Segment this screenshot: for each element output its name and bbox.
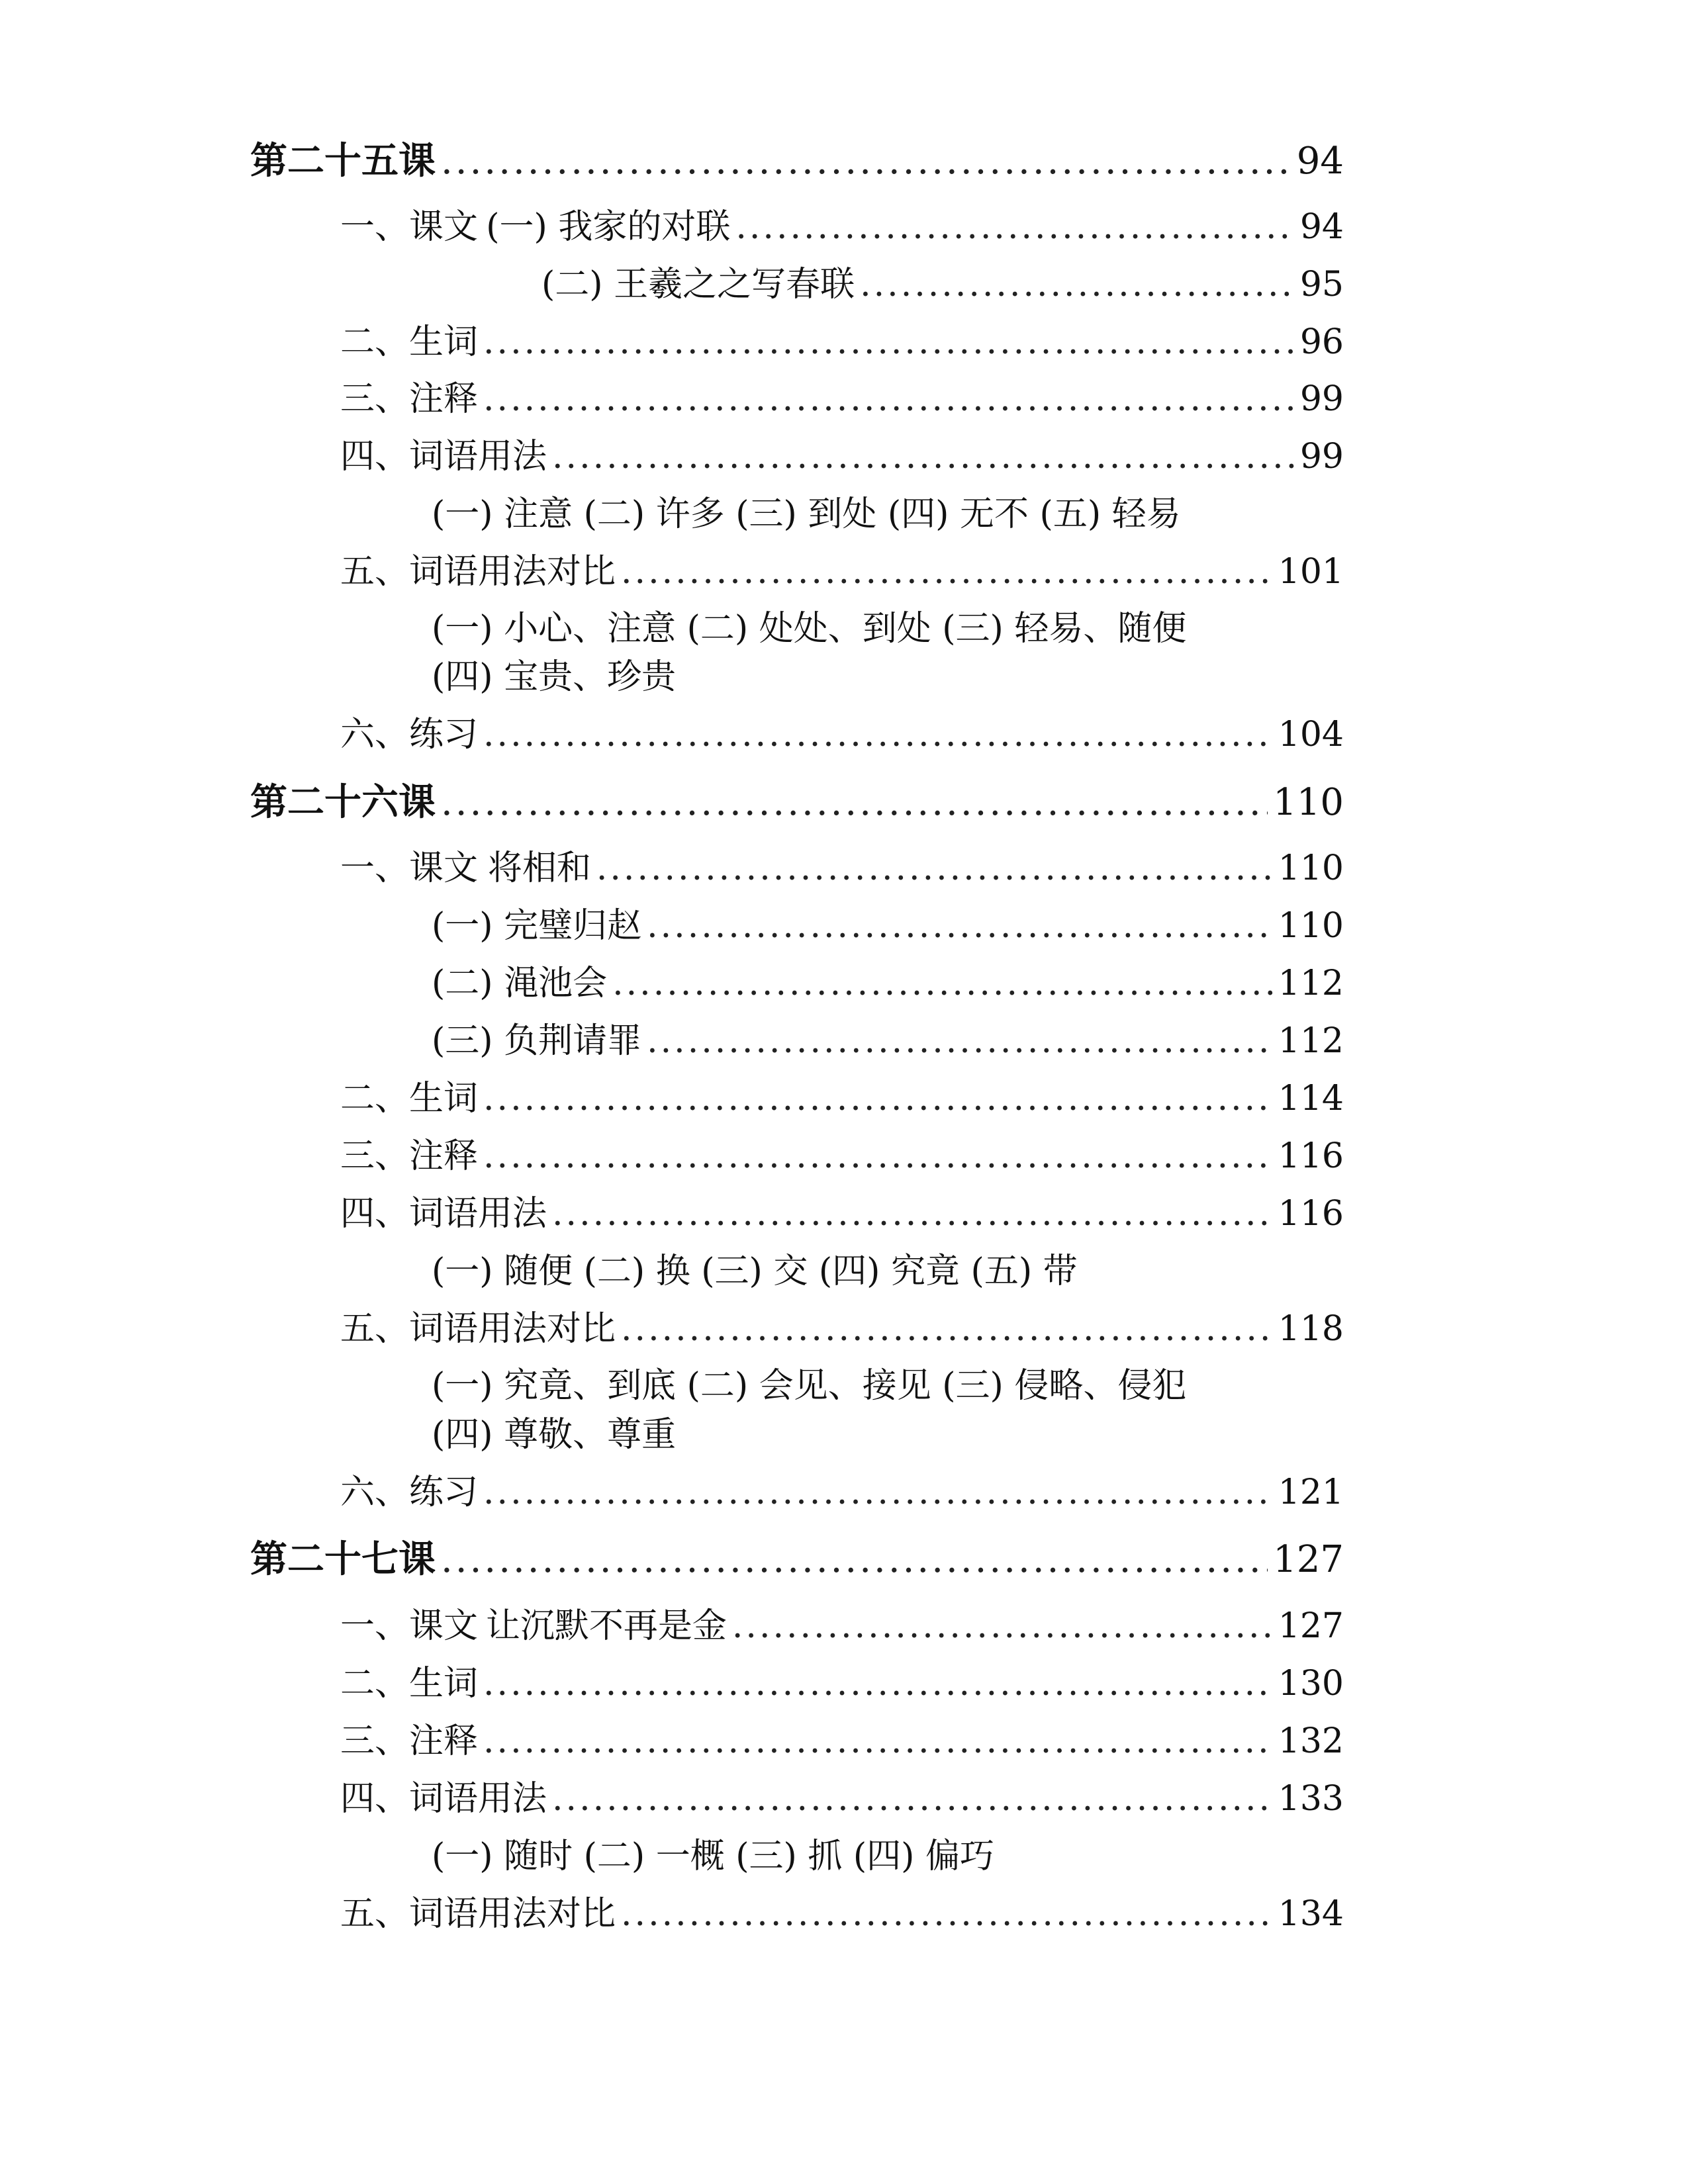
page-number: 104: [1278, 715, 1344, 754]
lesson-title: 第二十七课: [250, 1537, 436, 1581]
entry-subtitle: 让沉默不再是金: [485, 1606, 727, 1646]
leader-dots: [596, 848, 1273, 888]
entry-subtitle: (二) 渑池会: [432, 964, 608, 1003]
leader-dots: [552, 1779, 1273, 1819]
leader-dots: [441, 783, 1268, 823]
entry-label: 二、生词: [340, 1664, 479, 1704]
entry-subtitle: 将相和: [487, 848, 591, 888]
page-number: 99: [1299, 437, 1344, 477]
page-number: 133: [1278, 1779, 1344, 1819]
usage-items: (一) 随时 (二) 一概 (三) 抓 (四) 偏巧: [432, 1837, 995, 1876]
page-number: 110: [1278, 906, 1344, 946]
page-number: 132: [1278, 1721, 1344, 1761]
toc-entry-usage[interactable]: [340, 1194, 1344, 1234]
compare-items-line2: (四) 尊敬、尊重: [432, 1415, 677, 1455]
lesson-title: 第二十五课: [250, 139, 436, 183]
toc-entry-text-3[interactable]: [432, 1021, 1344, 1061]
toc-entry-text-1[interactable]: [340, 207, 1344, 247]
toc-lesson-27[interactable]: [250, 1539, 1344, 1580]
toc-entry-exercise[interactable]: [340, 1473, 1344, 1512]
page-number: 95: [1299, 265, 1344, 304]
toc-entry-vocab[interactable]: [340, 1079, 1344, 1118]
compare-items-line2: (四) 宝贵、珍贵: [432, 657, 677, 697]
toc-entry-notes[interactable]: [340, 1721, 1344, 1761]
entry-label: 三、注释: [340, 1136, 479, 1176]
page-number: 101: [1278, 552, 1344, 592]
page-number: 99: [1299, 379, 1344, 419]
toc-entry-vocab[interactable]: [340, 1664, 1344, 1704]
entry-subtitle: (三) 负荆请罪: [432, 1021, 642, 1061]
compare-items-line1: (一) 小心、注意 (二) 处处、到处 (三) 轻易、随便: [432, 609, 1187, 649]
entry-subtitle: (一) 我家的对联: [486, 207, 731, 247]
entry-label: 二、生词: [340, 322, 479, 362]
toc-entry-text-2[interactable]: [541, 265, 1344, 304]
leader-dots: [735, 207, 1294, 247]
leader-dots: [483, 322, 1295, 362]
page-number: 110: [1273, 781, 1344, 824]
entry-label: 五、词语用法对比: [340, 1309, 616, 1349]
leader-dots: [621, 1309, 1273, 1349]
entry-label: 五、词语用法对比: [340, 552, 616, 592]
leader-dots: [483, 1473, 1273, 1512]
toc-entry-text-1[interactable]: [432, 906, 1344, 946]
leader-dots: [483, 379, 1295, 419]
leader-dots: [483, 1664, 1273, 1704]
leader-dots: [647, 906, 1273, 946]
entry-label: 五、词语用法对比: [340, 1894, 616, 1934]
page-number: 96: [1299, 322, 1344, 362]
entry-label: 一、课文: [340, 207, 479, 247]
usage-items: (一) 随便 (二) 换 (三) 交 (四) 究竟 (五) 带: [432, 1251, 1078, 1291]
entry-label: 二、生词: [340, 1079, 479, 1118]
page-number: 127: [1278, 1606, 1344, 1646]
page-number: 121: [1278, 1473, 1344, 1512]
entry-label: 六、练习: [340, 1473, 479, 1512]
leader-dots: [483, 715, 1273, 754]
page-number: 118: [1278, 1309, 1344, 1349]
entry-label: 一、课文: [340, 1606, 479, 1646]
leader-dots: [483, 1721, 1273, 1761]
toc-entry-notes[interactable]: [340, 1136, 1344, 1176]
toc-entry-notes[interactable]: [340, 379, 1344, 419]
entry-label: 三、注释: [340, 1721, 479, 1761]
toc-entry-text-2[interactable]: [432, 964, 1344, 1003]
toc-lesson-25[interactable]: [250, 141, 1344, 181]
entry-label: 六、练习: [340, 715, 479, 754]
page-number: 94: [1299, 207, 1344, 247]
entry-label: 四、词语用法: [340, 437, 547, 477]
leader-dots: [732, 1606, 1273, 1646]
toc-entry-compare[interactable]: [340, 1894, 1344, 1934]
lesson-title: 第二十六课: [250, 780, 436, 824]
leader-dots: [860, 265, 1295, 304]
entry-label: 四、词语用法: [340, 1779, 547, 1819]
page-number: 127: [1273, 1538, 1344, 1581]
toc-entry-exercise[interactable]: [340, 715, 1344, 754]
toc-entry-vocab[interactable]: [340, 322, 1344, 362]
toc-entry-usage[interactable]: [340, 437, 1344, 477]
leader-dots: [647, 1021, 1273, 1061]
page-number: 114: [1278, 1079, 1344, 1118]
toc-entry-compare[interactable]: [340, 1309, 1344, 1349]
page-number: 94: [1296, 140, 1344, 183]
entry-subtitle: (一) 完璧归赵: [432, 906, 642, 946]
leader-dots: [552, 1194, 1273, 1234]
toc-entry-compare[interactable]: [340, 552, 1344, 592]
page-number: 112: [1278, 1021, 1344, 1061]
page-number: 134: [1278, 1894, 1344, 1934]
page-number: 110: [1278, 848, 1344, 888]
entry-label: 三、注释: [340, 379, 479, 419]
entry-label: 一、课文: [340, 848, 479, 888]
leader-dots: [441, 142, 1291, 181]
entry-subtitle: (二) 王羲之之写春联: [541, 265, 855, 304]
compare-items-line1: (一) 究竟、到底 (二) 会见、接见 (三) 侵略、侵犯: [432, 1366, 1187, 1406]
page-number: 112: [1278, 964, 1344, 1003]
usage-items: (一) 注意 (二) 许多 (三) 到处 (四) 无不 (五) 轻易: [432, 494, 1181, 534]
toc-entry-text[interactable]: [340, 848, 1344, 888]
leader-dots: [621, 1894, 1273, 1934]
page-number: 116: [1278, 1194, 1344, 1234]
leader-dots: [483, 1136, 1273, 1176]
leader-dots: [621, 552, 1273, 592]
toc-entry-text[interactable]: [340, 1606, 1344, 1646]
page-number: 130: [1278, 1664, 1344, 1704]
leader-dots: [552, 437, 1295, 477]
toc-lesson-26[interactable]: [250, 782, 1344, 823]
page-number: 116: [1278, 1136, 1344, 1176]
entry-label: 四、词语用法: [340, 1194, 547, 1234]
toc-entry-usage[interactable]: [340, 1779, 1344, 1819]
leader-dots: [612, 964, 1273, 1003]
leader-dots: [441, 1540, 1268, 1580]
leader-dots: [483, 1079, 1273, 1118]
